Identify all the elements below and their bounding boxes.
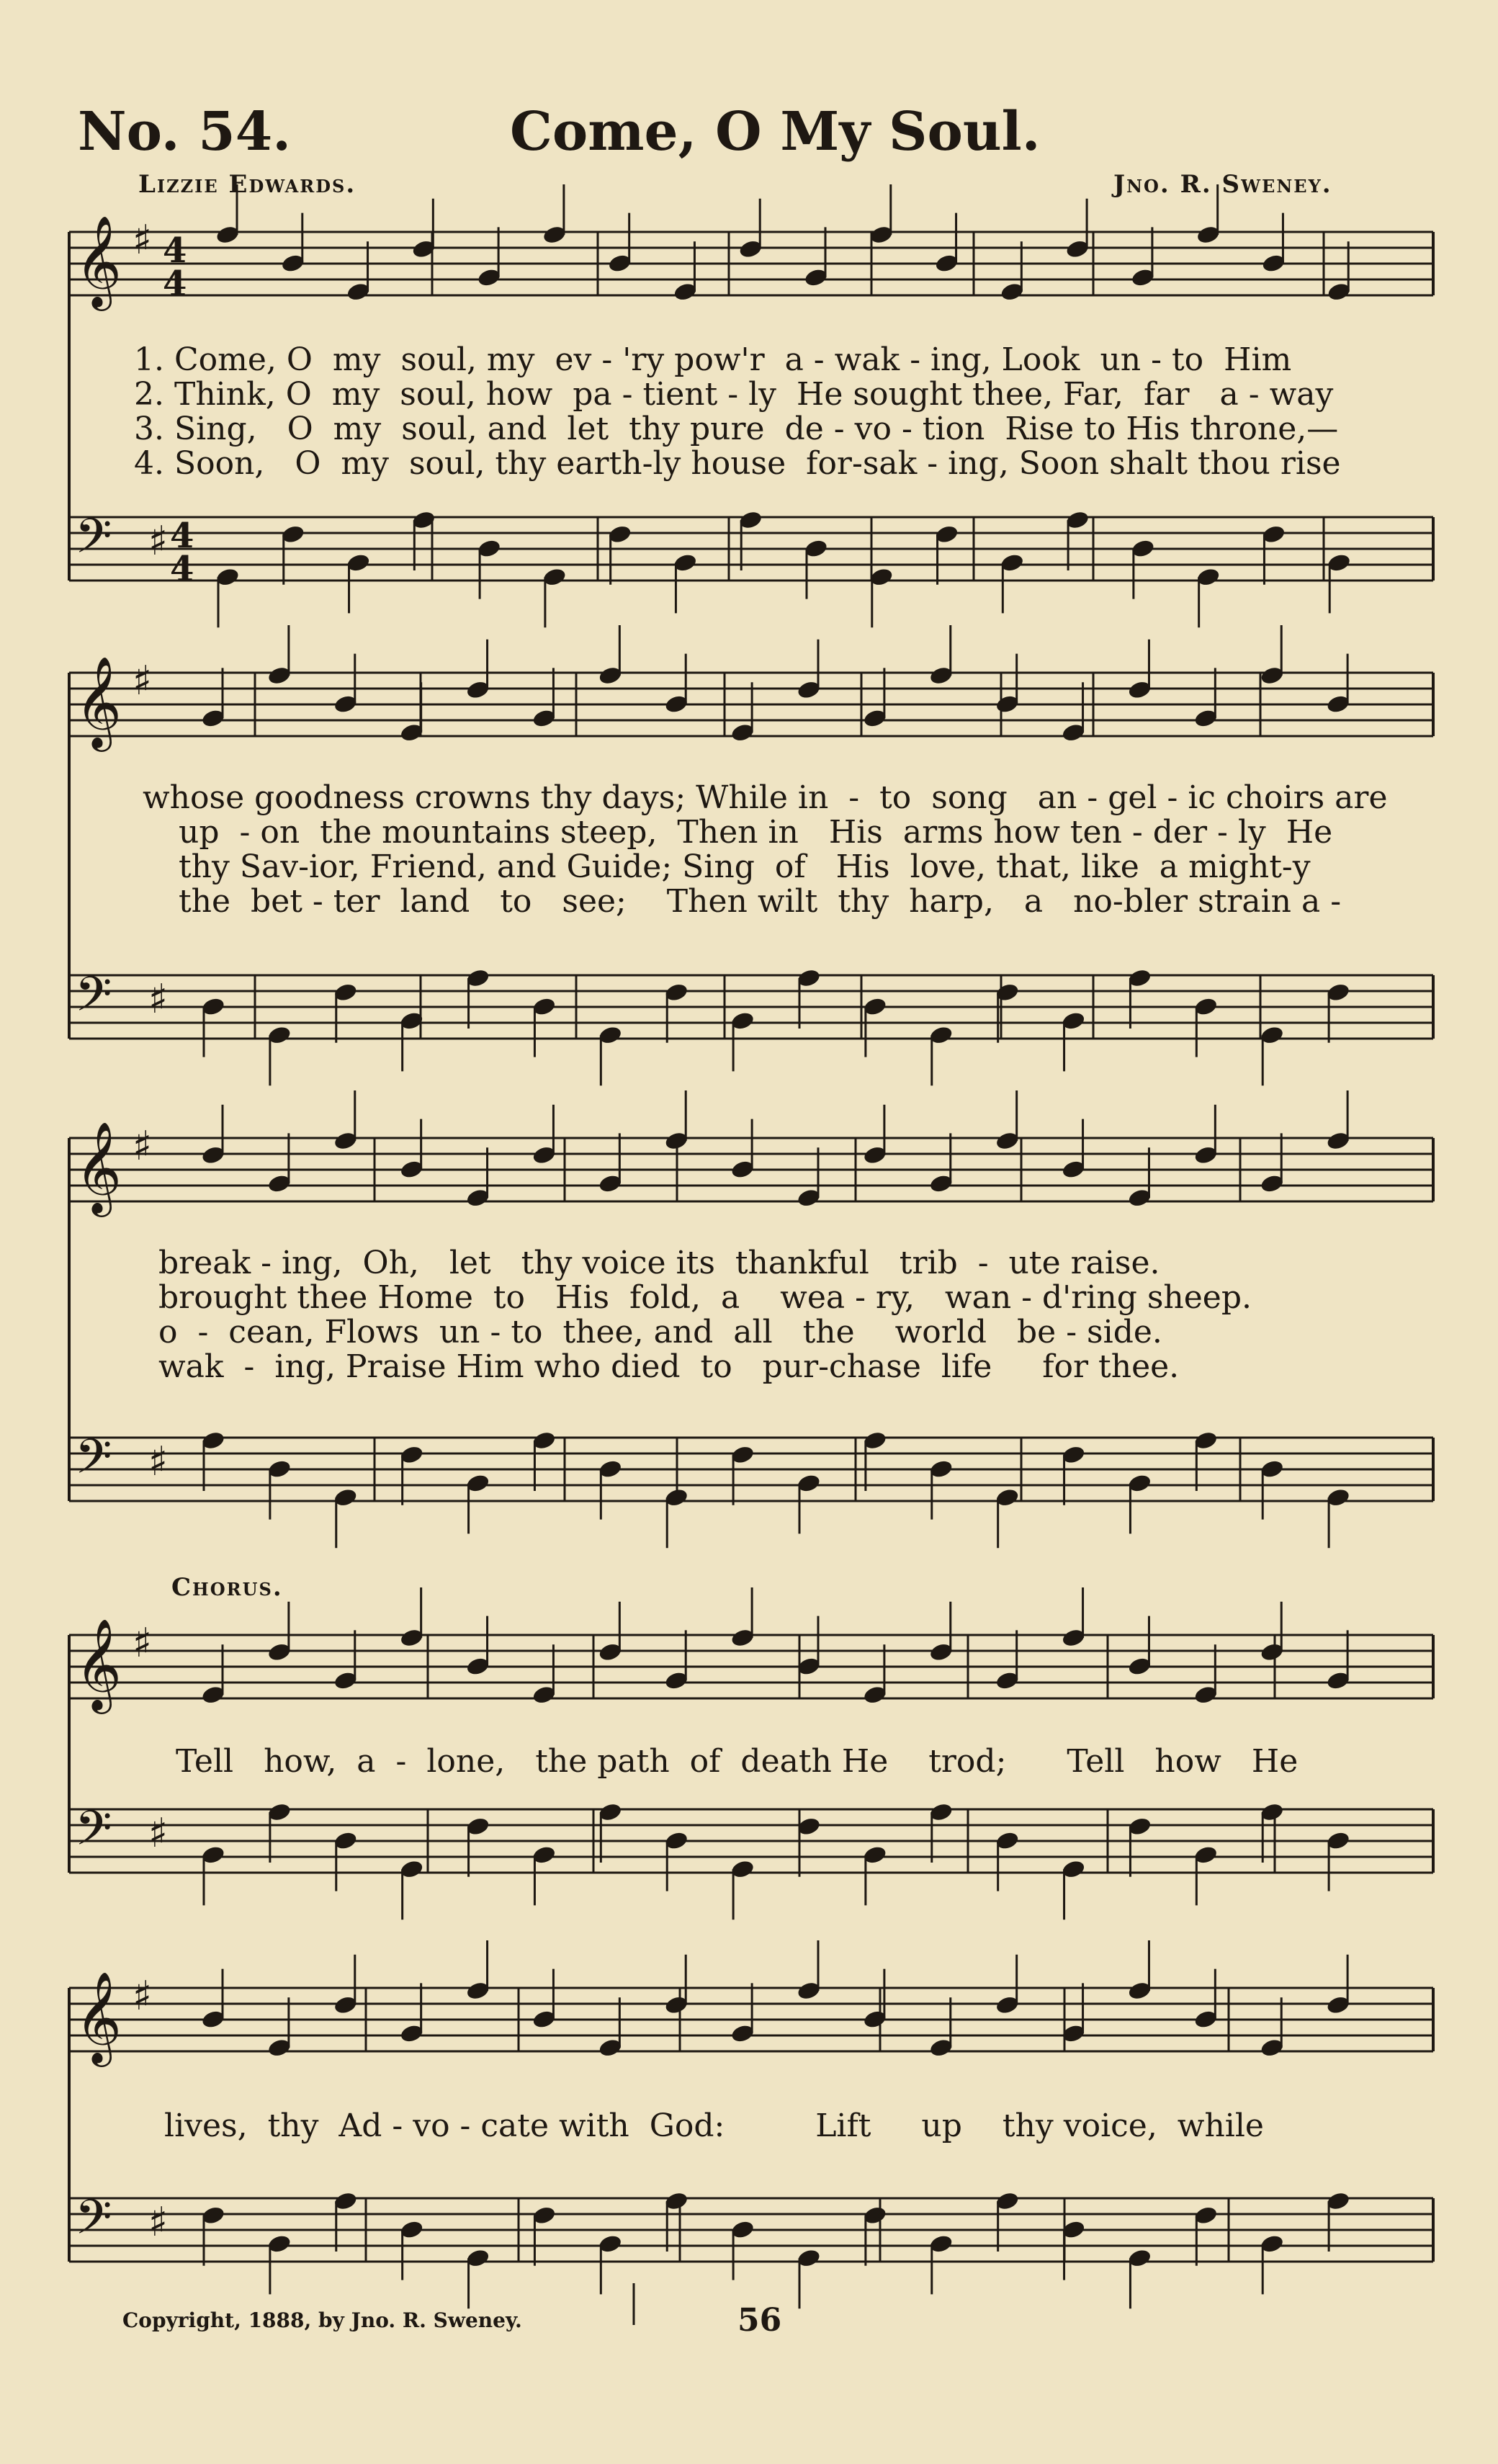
- bass-clef-icon: 𝄢: [75, 967, 112, 1034]
- lyric-line: 1. Come, O my soul, my ev - 'ry pow'r a - wak - ing, Look un - to Him: [134, 341, 1292, 378]
- time-signature-top: 4: [170, 516, 194, 556]
- lyric-line: break - ing, Oh, let thy voice its thankful trib - ute raise.: [158, 1245, 1160, 1281]
- sharp-key-signature-icon: ♯: [133, 1123, 153, 1170]
- sharp-key-signature-icon: ♯: [148, 2199, 169, 2246]
- lyric-line: 4. Soon, O my soul, thy earth-ly house for-sak - ing, Soon shalt thou rise: [134, 445, 1341, 482]
- sharp-key-signature-icon: ♯: [148, 1438, 169, 1485]
- lyric-line: wak - ing, Praise Him who died to pur-chase life for thee.: [158, 1348, 1180, 1385]
- sharp-key-signature-icon: ♯: [133, 658, 153, 704]
- sharp-key-signature-icon: ♯: [148, 976, 169, 1023]
- lyric-line: brought thee Home to His fold, a wea - ry, wan - d'ring sheep.: [158, 1279, 1252, 1316]
- lyricist-credit: Lizzie Edwards.: [138, 170, 356, 199]
- bass-clef-icon: 𝄢: [75, 1429, 112, 1496]
- time-signature-top: 4: [163, 230, 187, 271]
- bass-clef-icon: 𝄢: [75, 1801, 112, 1868]
- hymn-number: No. 54.: [78, 101, 291, 163]
- hymn-title: Come, O My Soul.: [510, 101, 1041, 163]
- copyright-notice: Copyright, 1888, by Jno. R. Sweney.: [122, 2308, 522, 2332]
- sharp-key-signature-icon: ♯: [148, 518, 169, 565]
- treble-clef-icon: 𝄞: [75, 655, 122, 748]
- lyric-line: the bet - ter land to see; Then wilt thy harp, a no-bler strain a -: [179, 883, 1342, 920]
- composer-credit: Jno. R. Sweney.: [1113, 170, 1332, 199]
- treble-clef-icon: 𝄞: [75, 215, 122, 307]
- sharp-key-signature-icon: ♯: [133, 1620, 153, 1667]
- time-signature-bottom: 4: [163, 264, 187, 304]
- bass-clef-icon: 𝄢: [75, 2190, 112, 2257]
- lyric-line: up - on the mountains steep, Then in His arms how ten - der - ly He: [179, 814, 1333, 851]
- chorus-label: Chorus.: [171, 1573, 283, 1602]
- lyric-line: whose goodness crowns thy days; While in - to song an - gel - ic choirs are: [143, 779, 1388, 816]
- lyric-line: 3. Sing, O my soul, and let thy pure de - vo - tion Rise to His throne,—: [134, 411, 1339, 447]
- lyric-line: thy Sav-ior, Friend, and Guide; Sing of His love, that, like a might-y: [179, 848, 1311, 885]
- treble-clef-icon: 𝄞: [75, 1618, 122, 1710]
- treble-clef-icon: 𝄞: [75, 1971, 122, 2063]
- lyric-line: o - cean, Flows un - to thee, and all the world be - side.: [158, 1314, 1162, 1350]
- lyric-line: 2. Think, O my soul, how pa - tient - ly He sought thee, Far, far a - way: [134, 376, 1334, 413]
- lyric-line: Tell how, a - lone, the path of death He trod; Tell how He: [176, 1743, 1299, 1780]
- sharp-key-signature-icon: ♯: [133, 1973, 153, 2020]
- sharp-key-signature-icon: ♯: [133, 217, 153, 264]
- time-signature-bottom: 4: [170, 549, 194, 589]
- lyric-line: lives, thy Ad - vo - cate with God: Lift up thy voice, while: [164, 2107, 1264, 2144]
- bass-clef-icon: 𝄢: [75, 509, 112, 575]
- sharp-key-signature-icon: ♯: [148, 1810, 169, 1857]
- page-number: 56: [737, 2302, 782, 2339]
- treble-clef-icon: 𝄞: [75, 1121, 122, 1213]
